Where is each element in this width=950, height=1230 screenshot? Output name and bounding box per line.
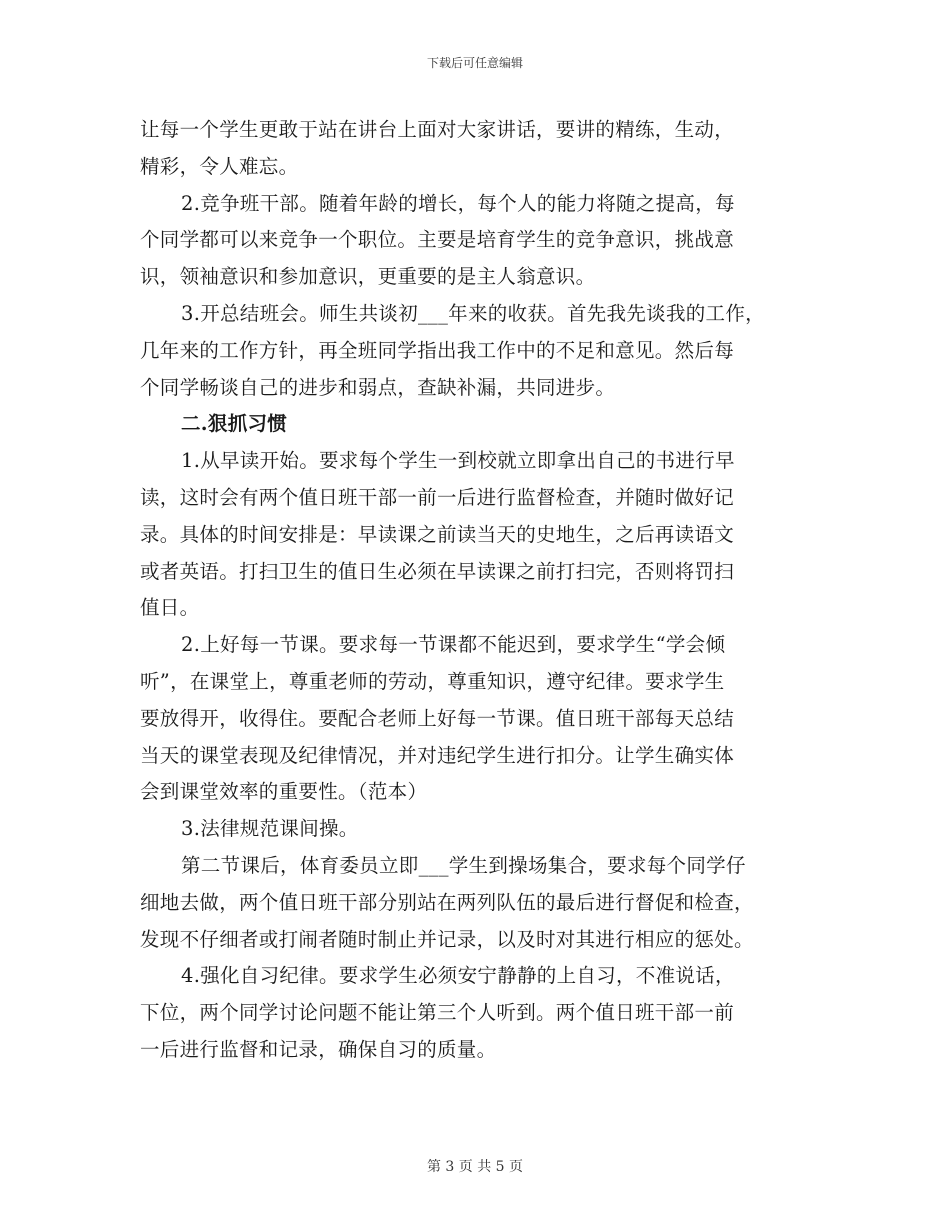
text-line: 2.竞争班干部。随着年龄的增长，每个人的能力将随之提高，每 [181,191,735,215]
page-footer: 第 3 页 共 5 页 [426,1159,524,1175]
text-line: 识，领袖意识和参加意识，更重要的是主人翁意识。 [140,265,596,289]
text-line: 值日。 [140,596,200,620]
text-line: 要放得开，收得住。要配合老师上好每一节课。值日班干部每天总结 [140,706,735,730]
document-body [140,112,830,1069]
text-line: 录。具体的时间安排是：早读课之前读当天的史地生，之后再读语文 [140,522,735,546]
text-line: 读，这时会有两个值日班干部一前一后进行监督检查，并随时做好记 [140,485,735,509]
text-line: 2.上好每一节课。要求每一节课都不能迟到，要求学生“学会倾 [181,633,726,657]
text-line: 个同学都可以来竞争一个职位。主要是培育学生的竞争意识，挑战意 [140,228,735,252]
text-line: 下位，两个同学讨论问题不能让第三个人听到。两个值日班干部一前 [140,1001,735,1025]
text-line: 个同学畅谈自己的进步和弱点，查缺补漏，共同进步。 [140,375,616,399]
text-line: 细地去做，两个值日班干部分别站在两列队伍的最后进行督促和检查， [140,890,754,914]
text-line: 几年来的工作方针，再全班同学指出我工作中的不足和意见。然后每 [140,338,735,362]
text-line: 3.法律规范课间操。 [181,817,359,841]
text-line: 让每一个学生更敢于站在讲台上面对大家讲话，要讲的精练，生动， [140,118,735,141]
text-line: 4.强化自习纪律。要求学生必须安宁静静的上自习，不准说话， [181,964,735,988]
text-line: 1.从早读开始。要求每个学生一到校就立即拿出自己的书进行早 [181,449,735,473]
page-header: 下载后可任意编辑 [426,56,523,70]
text-line: 一后进行监督和记录，确保自习的质量。 [140,1037,497,1061]
text-line: 或者英语。打扫卫生的值日生必须在早读课之前打扫完，否则将罚扫 [140,559,735,583]
section-heading: 二.狠抓习惯 [181,412,288,436]
text-line: 听”，在课堂上，尊重老师的劳动，尊重知识，遵守纪律。要求学生 [140,669,725,693]
text-line: 当天的课堂表现及纪律情况，并对违纪学生进行扣分。让学生确实体 [140,743,735,767]
text-line: 3.开总结班会。师生共谈初___年来的收获。首先我先谈我的工作， [181,301,765,325]
text-line: 第二节课后，体育委员立即___学生到操场集合，要求每个同学仔 [181,853,746,877]
text-line: 会到课堂效率的重要性。（范本） [140,780,428,804]
text-line: 精彩，令人难忘。 [140,154,299,178]
text-line: 发现不仔细者或打闹者随时制止并记录，以及时对其进行相应的惩处。 [140,927,754,951]
